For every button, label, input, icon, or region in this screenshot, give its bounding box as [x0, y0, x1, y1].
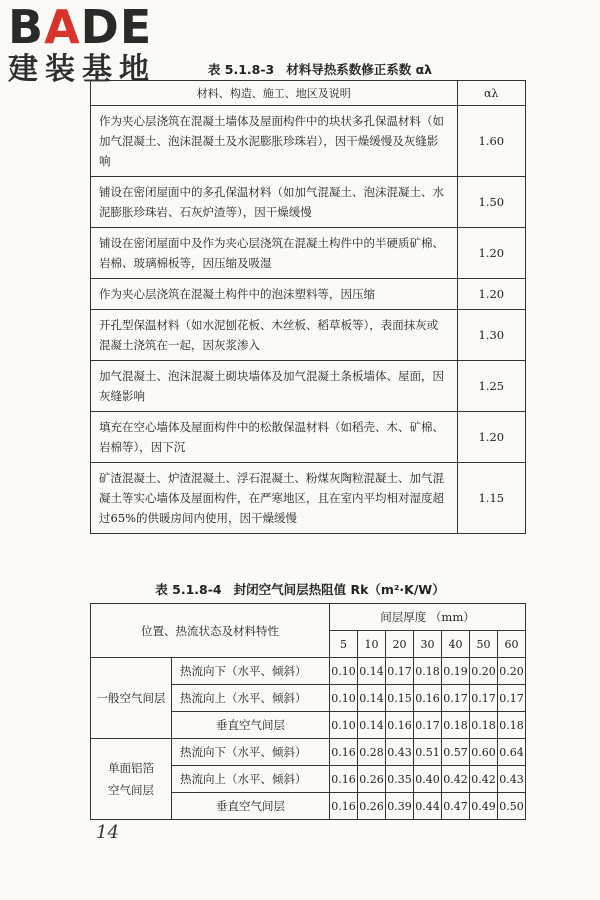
header-thickness: 间层厚度 （mm） — [330, 604, 526, 631]
table-header-row — [91, 81, 526, 106]
row-coefficient: 1.60 — [457, 106, 525, 177]
row-description: 铺设在密闭屋面中的多孔保温材料（如加气混凝土、泡沫混凝土、水泥膨胀珍珠岩、石灰炉渣等），因干燥缓慢 — [91, 177, 458, 228]
header-description: 材料、构造、施工、地区及说明 — [91, 81, 458, 106]
row-coefficient: 1.30 — [457, 310, 525, 361]
header-coefficient: αλ — [457, 81, 525, 106]
resistance-value: 0.17 — [442, 685, 470, 712]
resistance-value: 0.26 — [358, 766, 386, 793]
resistance-value: 0.18 — [414, 658, 442, 685]
resistance-value: 0.10 — [330, 712, 358, 739]
group-label — [91, 658, 172, 739]
logo-subtitle: 建装基地 — [8, 52, 156, 87]
resistance-value: 0.43 — [498, 766, 526, 793]
resistance-value: 0.60 — [470, 739, 498, 766]
resistance-value: 0.14 — [358, 685, 386, 712]
header-position-state: 位置、热流状态及材料特性 — [91, 604, 330, 658]
table-row — [91, 177, 526, 228]
table-row — [91, 310, 526, 361]
state-label: 热流向上（水平、倾斜） — [172, 766, 330, 793]
row-description: 加气混凝土、泡沫混凝土砌块墙体及加气混凝土条板墙体、屋面，因灰缝影响 — [91, 361, 458, 412]
table-row — [91, 106, 526, 177]
resistance-value: 0.14 — [358, 658, 386, 685]
thickness-header-cell: 50 — [470, 631, 498, 658]
resistance-value: 0.17 — [386, 658, 414, 685]
row-coefficient: 1.20 — [457, 412, 525, 463]
resistance-value: 0.35 — [386, 766, 414, 793]
resistance-value: 0.10 — [330, 658, 358, 685]
table1-caption: 表 5.1.8-3 材料导热系数修正系数 αλ — [207, 62, 433, 77]
resistance-value: 0.20 — [470, 658, 498, 685]
resistance-value: 0.16 — [414, 685, 442, 712]
resistance-value: 0.17 — [470, 685, 498, 712]
table-row — [91, 463, 526, 534]
resistance-value: 0.18 — [442, 712, 470, 739]
correction-coefficient-table — [90, 80, 526, 534]
row-description: 矿渣混凝土、炉渣混凝土、浮石混凝土、粉煤灰陶粒混凝土、加气混凝土等实心墙体及屋面构件，在严寒地区，且在室内平均相对湿度超过65%的供暖房间内使用，因干燥缓慢 — [91, 463, 458, 534]
state-label: 热流向下（水平、倾斜） — [172, 739, 330, 766]
row-coefficient: 1.20 — [457, 279, 525, 310]
thickness-header-cell: 60 — [498, 631, 526, 658]
resistance-value: 0.40 — [414, 766, 442, 793]
resistance-value: 0.14 — [358, 712, 386, 739]
logo-wordmark: BADE — [8, 0, 153, 54]
resistance-value: 0.42 — [442, 766, 470, 793]
resistance-value: 0.20 — [498, 658, 526, 685]
state-label: 热流向上（水平、倾斜） — [172, 685, 330, 712]
resistance-value: 0.15 — [386, 685, 414, 712]
row-description: 铺设在密闭屋面中及作为夹心层浇筑在混凝土构件中的半硬质矿棉、岩棉、玻璃棉板等，因压缩及吸湿 — [91, 228, 458, 279]
resistance-value: 0.51 — [414, 739, 442, 766]
resistance-value: 0.64 — [498, 739, 526, 766]
page-number: 14 — [96, 822, 119, 843]
row-coefficient: 1.15 — [457, 463, 525, 534]
resistance-value: 0.16 — [330, 766, 358, 793]
resistance-value: 0.16 — [330, 793, 358, 820]
resistance-value: 0.49 — [470, 793, 498, 820]
row-description: 填充在空心墙体及屋面构件中的松散保温材料（如稻壳、木、矿棉、岩棉等），因下沉 — [91, 412, 458, 463]
resistance-value: 0.10 — [330, 685, 358, 712]
table2-caption: 表 5.1.8-4 封闭空气间层热阻值 Rk（m²·K/W） — [155, 582, 445, 597]
resistance-value: 0.16 — [386, 712, 414, 739]
row-description: 作为夹心层浇筑在混凝土墙体及屋面构件中的块状多孔保温材料（如加气混凝土、泡沫混凝土及水泥膨胀珍珠岩），因干燥缓慢及灰缝影响 — [91, 106, 458, 177]
resistance-value: 0.44 — [414, 793, 442, 820]
table-row — [91, 279, 526, 310]
group-label-line: 单面铝箔 — [108, 761, 154, 775]
group-label-line: 一般空气间层 — [96, 691, 166, 705]
row-coefficient: 1.50 — [457, 177, 525, 228]
resistance-value: 0.50 — [498, 793, 526, 820]
resistance-value: 0.39 — [386, 793, 414, 820]
table-row — [91, 228, 526, 279]
resistance-value: 0.57 — [442, 739, 470, 766]
state-label: 垂直空气间层 — [172, 793, 330, 820]
resistance-value: 0.18 — [470, 712, 498, 739]
state-label: 热流向下（水平、倾斜） — [172, 658, 330, 685]
state-label: 垂直空气间层 — [172, 712, 330, 739]
table-row — [91, 739, 526, 766]
row-description: 作为夹心层浇筑在混凝土构件中的泡沫塑料等，因压缩 — [91, 279, 458, 310]
resistance-value: 0.19 — [442, 658, 470, 685]
resistance-value: 0.16 — [330, 739, 358, 766]
table-row — [91, 658, 526, 685]
resistance-value: 0.17 — [498, 685, 526, 712]
resistance-value: 0.18 — [498, 712, 526, 739]
row-coefficient: 1.20 — [457, 228, 525, 279]
group-label-line: 空气间层 — [108, 783, 154, 797]
thickness-header-cell: 30 — [414, 631, 442, 658]
resistance-value: 0.17 — [414, 712, 442, 739]
table-header-row — [91, 604, 526, 631]
table-row — [91, 361, 526, 412]
air-layer-resistance-table — [90, 603, 526, 820]
resistance-value: 0.43 — [386, 739, 414, 766]
resistance-value: 0.28 — [358, 739, 386, 766]
thickness-header-cell: 20 — [386, 631, 414, 658]
resistance-value: 0.42 — [470, 766, 498, 793]
group-label — [91, 739, 172, 820]
table-row — [91, 412, 526, 463]
thickness-header-cell: 10 — [358, 631, 386, 658]
resistance-value: 0.26 — [358, 793, 386, 820]
thickness-header-cell: 5 — [330, 631, 358, 658]
resistance-value: 0.47 — [442, 793, 470, 820]
thickness-header-cell: 40 — [442, 631, 470, 658]
row-description: 开孔型保温材料（如水泥刨花板、木丝板、稻草板等），表面抹灰或混凝土浇筑在一起，因灰浆渗入 — [91, 310, 458, 361]
row-coefficient: 1.25 — [457, 361, 525, 412]
